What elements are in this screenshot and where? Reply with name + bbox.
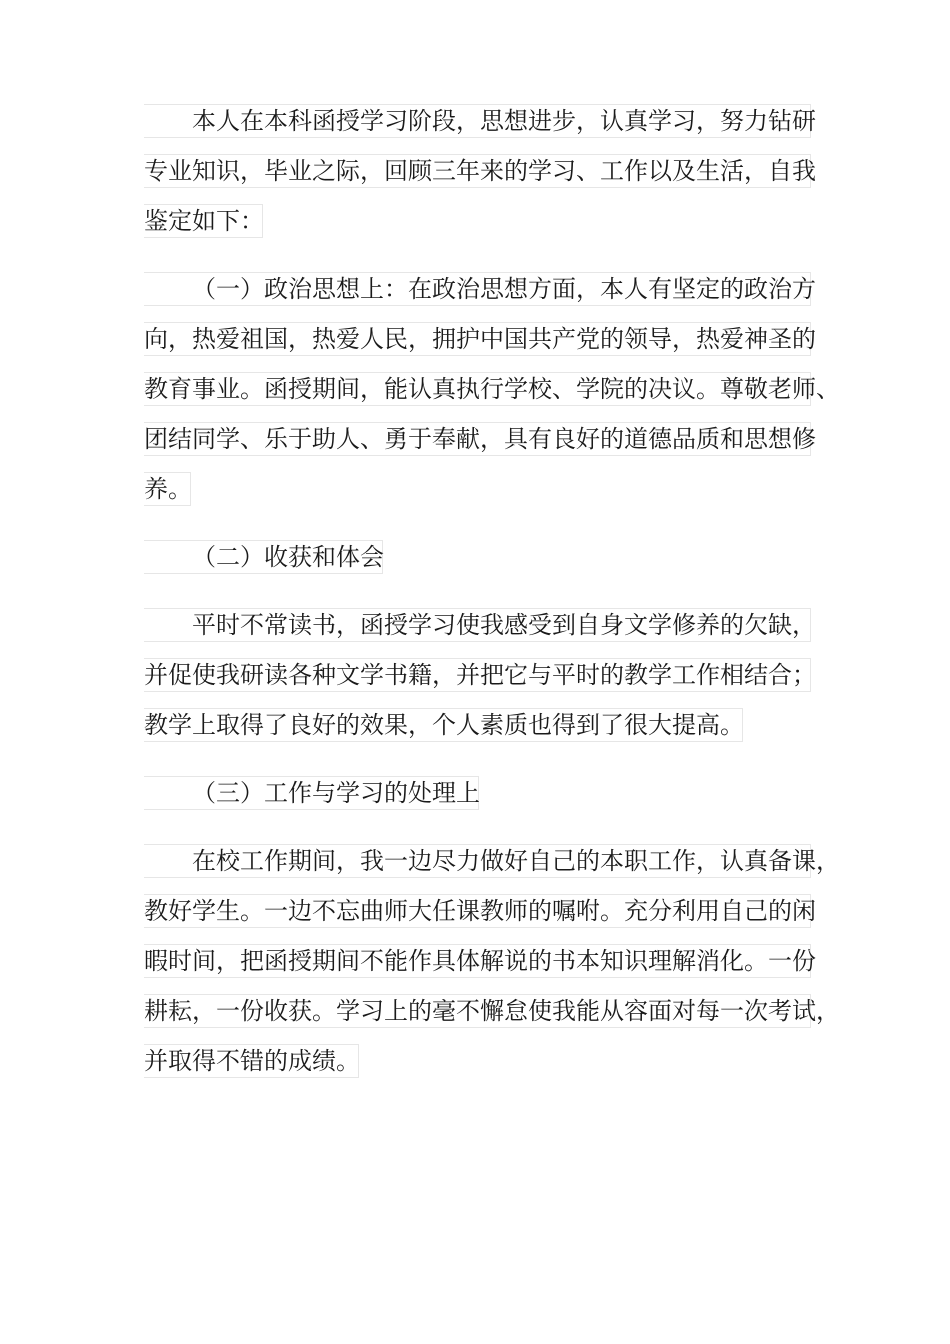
paragraph-4-line-4: 耕耘，一份收获。学习上的毫不懈怠使我能从容面对每一次考试， [144,994,811,1028]
paragraph-4-line-3: 暇时间，把函授期间不能作具体解说的书本知识理解消化。一份 [144,944,811,978]
paragraph-1-line-2: 专业知识，毕业之际，回顾三年来的学习、工作以及生活，自我 [144,154,811,188]
paragraph-1-line-3: 鉴定如下： [144,204,263,238]
paragraph-2-line-3: 教育事业。函授期间，能认真执行学校、学院的决议。尊敬老师、 [144,372,811,406]
paragraph-3-line-3: 教学上取得了良好的效果，个人素质也得到了很大提高。 [144,708,743,742]
paragraph-1-line-1: 本人在本科函授学习阶段，思想进步，认真学习，努力钻研 [144,104,811,138]
paragraph-2-line-1: （一）政治思想上：在政治思想方面，本人有坚定的政治方 [144,272,811,306]
paragraph-2-line-4: 团结同学、乐于助人、勇于奉献，具有良好的道德品质和思想修 [144,422,811,456]
paragraph-2-line-2: 向，热爱祖国，热爱人民，拥护中国共产党的领导，热爱神圣的 [144,322,811,356]
paragraph-3-line-1: 平时不常读书，函授学习使我感受到自身文学修养的欠缺， [144,608,811,642]
section-heading-2: （二）收获和体会 [144,540,383,574]
section-heading-3: （三）工作与学习的处理上 [144,776,479,810]
paragraph-4-line-2: 教好学生。一边不忘曲师大任课教师的嘱咐。充分利用自己的闲 [144,894,811,928]
paragraph-4-line-1: 在校工作期间，我一边尽力做好自己的本职工作，认真备课， [144,844,811,878]
paragraph-3-line-2: 并促使我研读各种文学书籍，并把它与平时的教学工作相结合； [144,658,811,692]
paragraph-2-line-5: 养。 [144,472,191,506]
paragraph-4-line-5: 并取得不错的成绩。 [144,1044,359,1078]
